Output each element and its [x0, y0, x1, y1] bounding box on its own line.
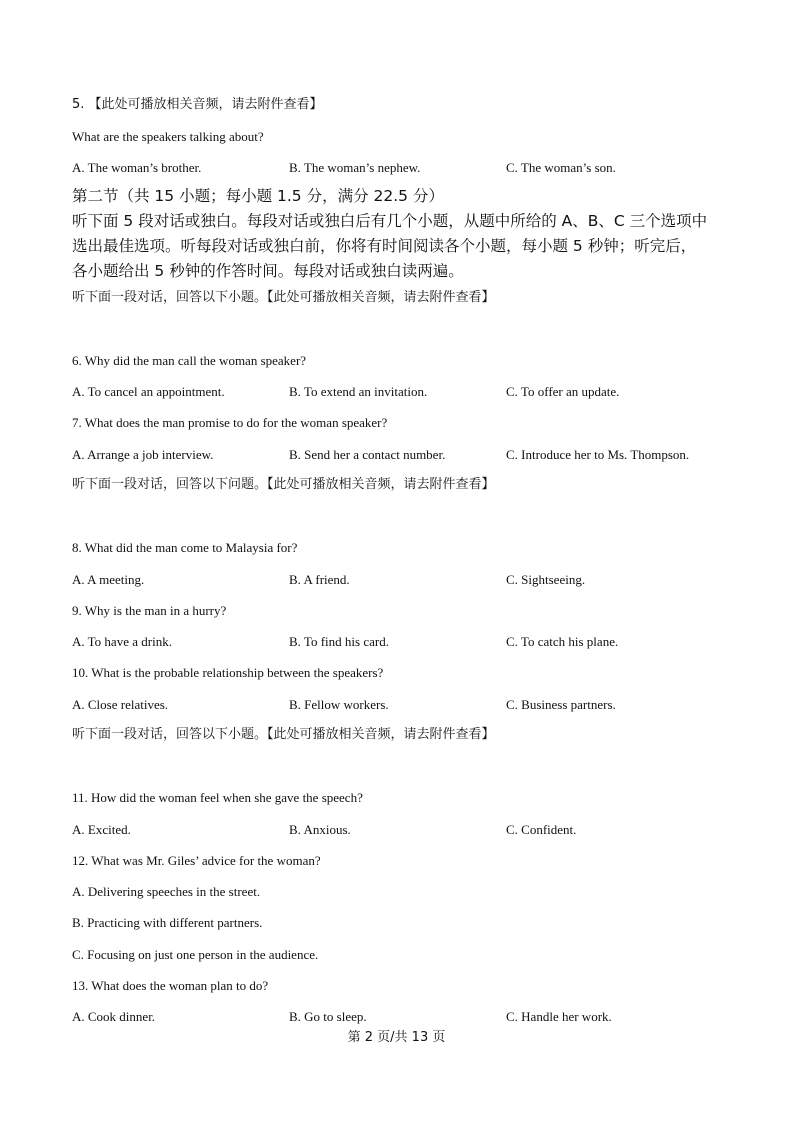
section2-title: 第二节（共 15 小题；每小题 1.5 分，满分 22.5 分） — [72, 187, 444, 205]
q11-option-a: A. Excited. — [72, 822, 131, 837]
q10-option-b: B. Fellow workers. — [289, 697, 389, 712]
q13-stem: 13. What does the woman plan to do? — [72, 978, 269, 993]
q7-option-a: A. Arrange a job interview. — [72, 447, 214, 462]
q12-option-c: C. Focusing on just one person in the audience. — [72, 947, 319, 962]
q9-option-c: C. To catch his plane. — [506, 634, 619, 649]
q7-option-b: B. Send her a contact number. — [289, 447, 446, 462]
page-number-footer: 第 2 页/共 13 页 — [347, 1030, 446, 1045]
section2-instruction-2: 选出最佳选项。听每段对话或独白前，你将有时间阅读各个小题，每小题 5 秒钟；听完后， — [72, 237, 697, 255]
q5-option-a: A. The woman’s brother. — [72, 160, 202, 175]
q7-stem: 7. What does the man promise to do for the woman speaker? — [72, 415, 388, 430]
q9-option-b: B. To find his card. — [289, 634, 389, 649]
dialog3-prompt: 听下面一段对话，回答以下小题。【此处可播放相关音频，请去附件查看】 — [72, 727, 495, 742]
q13-option-a: A. Cook dinner. — [72, 1009, 156, 1024]
q6-stem: 6. Why did the man call the woman speaker? — [72, 353, 307, 368]
q13-option-c: C. Handle her work. — [506, 1009, 612, 1024]
q11-option-c: C. Confident. — [506, 822, 577, 837]
q6-option-a: A. To cancel an appointment. — [72, 384, 225, 399]
q9-stem: 9. Why is the man in a hurry? — [72, 603, 227, 618]
q10-option-c: C. Business partners. — [506, 697, 616, 712]
q8-stem: 8. What did the man come to Malaysia for? — [72, 540, 298, 555]
q9-option-a: A. To have a drink. — [72, 634, 172, 649]
section2-instruction-3: 各小题给出 5 秒钟的作答时间。每段对话或独白读两遍。 — [72, 262, 464, 280]
dialog1-prompt: 听下面一段对话，回答以下小题。【此处可播放相关音频，请去附件查看】 — [72, 290, 495, 305]
q7-option-c: C. Introduce her to Ms. Thompson. — [506, 447, 690, 462]
q12-option-a: A. Delivering speeches in the street. — [72, 884, 261, 899]
q11-stem: 11. How did the woman feel when she gave the speech? — [72, 790, 363, 805]
q5-option-b: B. The woman’s nephew. — [289, 160, 421, 175]
q6-option-c: C. To offer an update. — [506, 384, 620, 399]
q10-option-a: A. Close relatives. — [72, 697, 169, 712]
q12-stem: 12. What was Mr. Giles’ advice for the woman? — [72, 853, 321, 868]
q8-option-a: A. A meeting. — [72, 572, 145, 587]
q12-option-b: B. Practicing with different partners. — [72, 915, 263, 930]
q5-stem: What are the speakers talking about? — [72, 129, 264, 144]
q5-option-c: C. The woman’s son. — [506, 160, 616, 175]
q8-option-c: C. Sightseeing. — [506, 572, 586, 587]
section2-instruction-1: 听下面 5 段对话或独白。每段对话或独白后有几个小题，从题中所给的 A、B、C 三个选项中 — [72, 212, 708, 230]
dialog2-prompt: 听下面一段对话，回答以下问题。【此处可播放相关音频，请去附件查看】 — [72, 477, 495, 492]
q13-option-b: B. Go to sleep. — [289, 1009, 367, 1024]
q11-option-b: B. Anxious. — [289, 822, 351, 837]
q10-stem: 10. What is the probable relationship between the speakers? — [72, 665, 384, 680]
q6-option-b: B. To extend an invitation. — [289, 384, 428, 399]
q8-option-b: B. A friend. — [289, 572, 350, 587]
q5-audio-prompt: 5. 【此处可播放相关音频，请去附件查看】 — [72, 97, 323, 112]
